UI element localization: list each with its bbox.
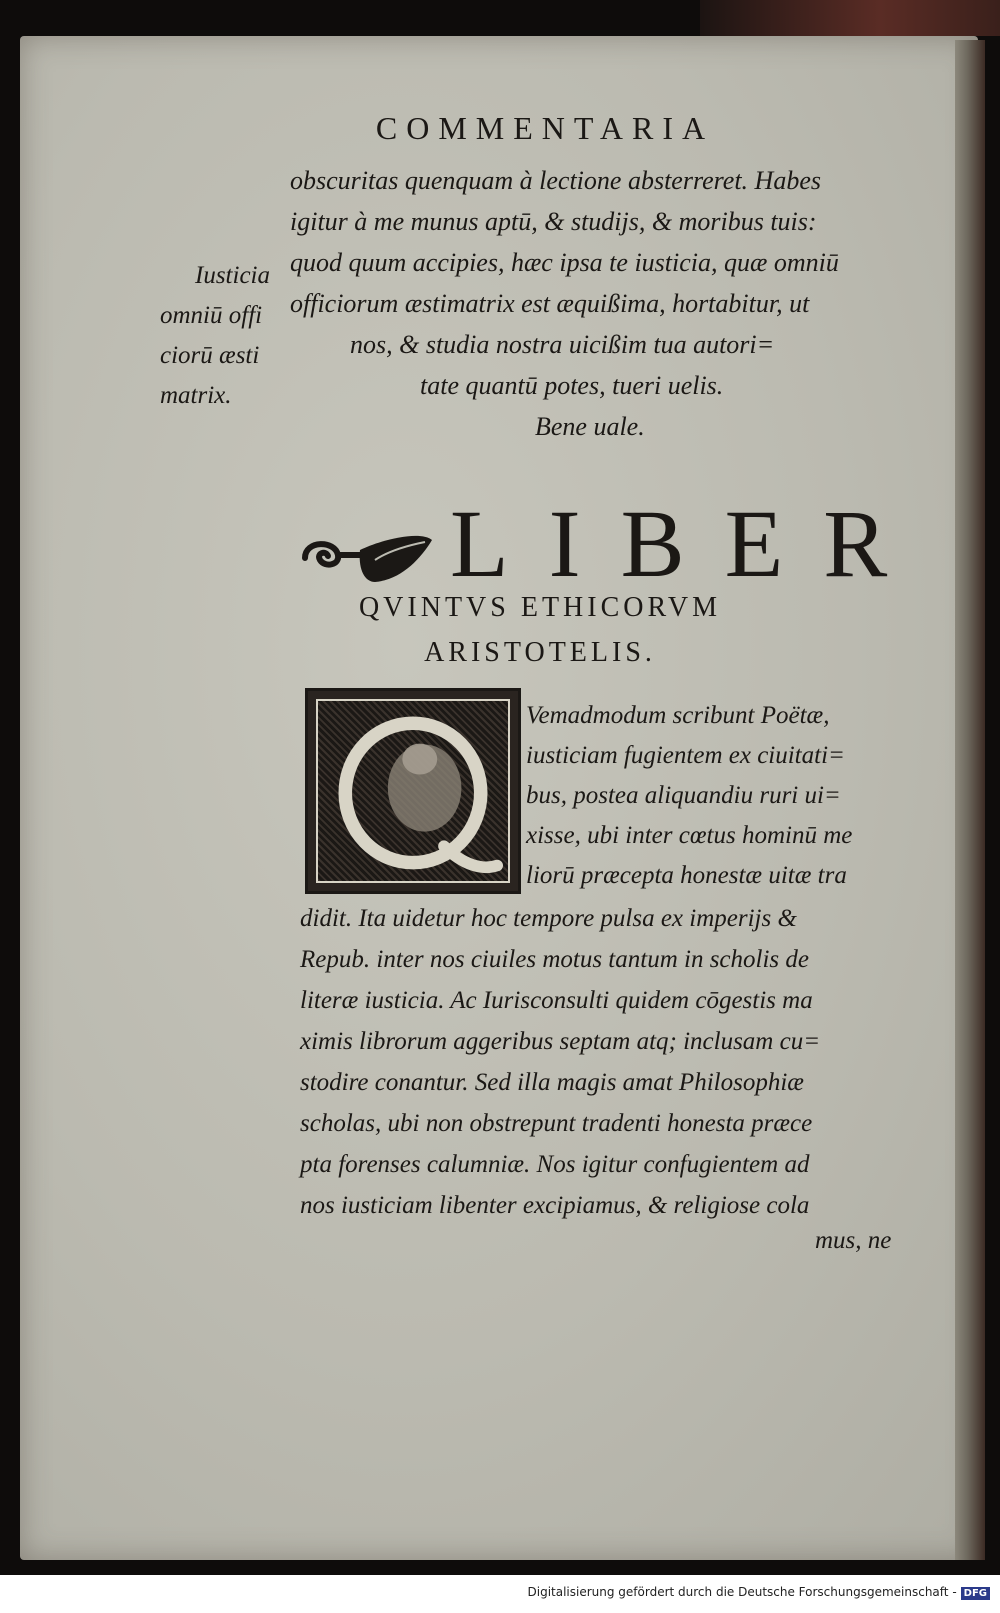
text-line: obscuritas quenquam à lectione absterreret. Habes <box>290 166 821 195</box>
margin-line: omniū offi <box>160 302 263 329</box>
text-line: stodire conantur. Sed illa magis amat Philosophiæ <box>300 1069 804 1096</box>
running-header: COMMENTARIA <box>375 110 715 146</box>
text-line: nos, & studia nostra uicißim tua autori= <box>350 330 775 359</box>
text-line: iusticiam fugientem ex ciuitati= <box>526 742 845 769</box>
decorated-initial <box>305 688 521 894</box>
text-line: igitur à me munus aptū, & studijs, & moribus tuis: <box>290 207 817 236</box>
footer-credit-text: Digitalisierung gefördert durch die Deutsche Forschungsgemeinschaft - <box>527 1585 957 1599</box>
text-line: Bene uale. <box>535 412 645 441</box>
footer-bar <box>0 1575 1000 1613</box>
chapter-title: LIBER <box>450 490 928 597</box>
text-line: xisse, ubi inter cœtus hominū me <box>526 822 853 849</box>
text-line: literæ iusticia. Ac Iurisconsulti quidem cōgestis ma <box>300 987 813 1014</box>
text-line: pta forenses calumniæ. Nos igitur confugientem ad <box>300 1151 810 1178</box>
catchword: mus, ne <box>815 1227 892 1254</box>
text-line: scholas, ubi non obstrepunt tradenti honesta præce <box>300 1110 813 1137</box>
text-line: liorū præcepta honestæ uitæ tra <box>526 862 847 889</box>
chapter-heading <box>300 490 928 600</box>
chapter-subtitle-1: QVINTVS ETHICORVM <box>358 592 722 623</box>
page-edge <box>955 40 985 1560</box>
text-line: Repub. inter nos ciuiles motus tantum in scholis de <box>300 946 809 973</box>
body-paragraph <box>300 898 920 1226</box>
margin-line: matrix. <box>160 382 232 409</box>
footer-credit <box>528 1585 991 1600</box>
margin-note <box>160 256 290 416</box>
text-line: quod quum accipies, hæc ipsa te iusticia, quæ omniū <box>290 248 839 277</box>
text-line: didit. Ita uidetur hoc tempore pulsa ex imperijs & <box>300 905 797 932</box>
chapter-subtitle-2: ARISTOTELIS. <box>424 637 656 668</box>
dfg-logo-icon: DFG <box>961 1587 990 1600</box>
text-line: bus, postea aliquandiu ruri ui= <box>526 782 841 809</box>
text-line: ximis librorum aggeribus septam atq; inclusam cu= <box>300 1028 821 1055</box>
text-line: officiorum æstimatrix est æquißima, hortabitur, ut <box>290 289 810 318</box>
initial-woodcut <box>316 699 510 883</box>
initial-letter-ornament <box>318 701 508 881</box>
text-line: nos iusticiam libenter excipiamus, & religiose cola <box>300 1192 810 1219</box>
margin-line: Iusticia <box>195 262 270 289</box>
text-line: tate quantū potes, tueri uelis. <box>420 371 724 400</box>
body-paragraph-beside-initial <box>526 696 916 896</box>
top-paragraph <box>290 160 910 447</box>
text-line: Vemadmodum scribunt Poëtæ, <box>526 702 830 729</box>
book-spine-top <box>700 0 1000 36</box>
fleuron-ornament-icon <box>300 520 435 590</box>
margin-line: ciorū æsti <box>160 342 260 369</box>
